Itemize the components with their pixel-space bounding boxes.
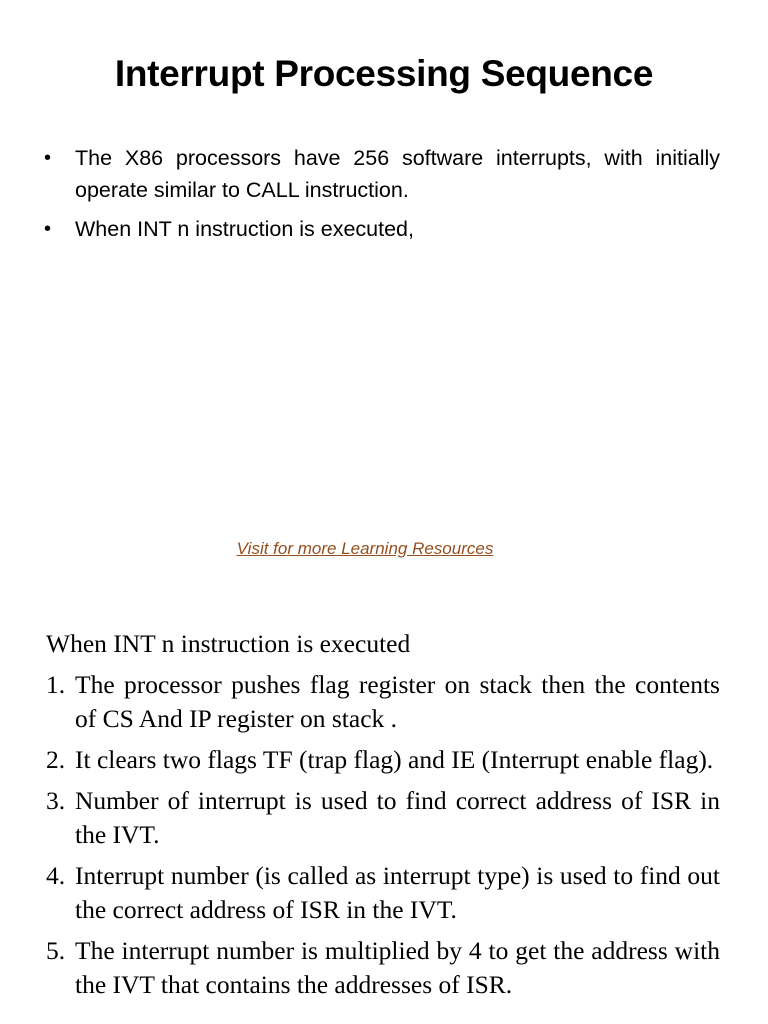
step-item [46, 743, 720, 777]
bullet-text: The X86 processors have 256 software interrupts, with initially operate similar to CALL instruction. [75, 146, 720, 202]
step-item [46, 668, 720, 736]
bullet-text: When INT n instruction is executed, [75, 217, 414, 241]
page-title: Interrupt Processing Sequence [114, 53, 654, 94]
step-text: It clears two flags TF (trap flag) and IE (Interrupt enable flag). [75, 745, 714, 774]
learning-resources-link[interactable]: Visit for more Learning Resources [236, 539, 494, 558]
steps-intro: When INT n instruction is executed [46, 629, 411, 658]
bullet-item [44, 142, 720, 206]
bullet-item [44, 213, 720, 245]
step-number: 5. [46, 936, 66, 965]
step-text: Interrupt number (is called as interrupt type) is used to find out the correct address of ISR in the IVT. [75, 861, 720, 924]
step-number: 4. [46, 861, 66, 890]
step-item [46, 784, 720, 852]
bullet-icon: • [44, 218, 52, 240]
bullet-icon: • [44, 147, 52, 169]
steps-list [46, 668, 720, 1002]
step-item [46, 934, 720, 1002]
step-number: 1. [46, 670, 66, 699]
step-item [46, 859, 720, 927]
step-text: The interrupt number is multiplied by 4 to get the address with the IVT that contains the addresses of ISR. [75, 936, 720, 999]
step-number: 3. [46, 786, 66, 815]
bullet-list [44, 142, 720, 252]
step-text: The processor pushes flag register on stack then the contents of CS And IP register on stack . [75, 670, 720, 733]
step-text: Number of interrupt is used to find correct address of ISR in the IVT. [75, 786, 720, 849]
interrupt-steps-section [46, 627, 720, 1009]
step-number: 2. [46, 745, 66, 774]
